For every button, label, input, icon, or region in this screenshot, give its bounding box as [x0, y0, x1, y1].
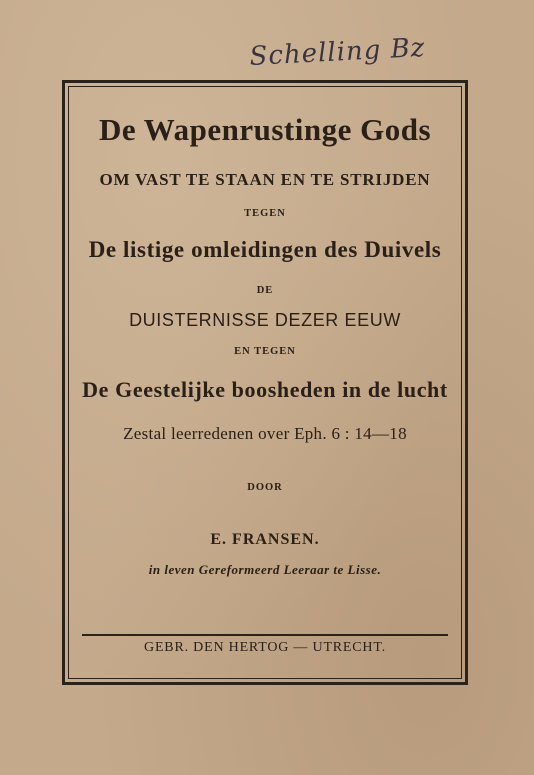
book-title: De Wapenrustinge Gods: [98, 112, 432, 147]
by-label: DOOR: [247, 482, 283, 493]
signature-text: Schelling Bz: [248, 32, 427, 73]
publisher-divider: [82, 634, 448, 636]
author-name: E. FRANSEN.: [210, 531, 320, 548]
title-line-2: De listige omleidingen des Duivels: [88, 237, 442, 262]
connector-de: DE: [256, 285, 274, 296]
connector-tegen: TEGEN: [244, 208, 286, 219]
connector-en-tegen: EN TEGEN: [234, 346, 296, 357]
subtitle: Zestal leerredenen over Eph. 6 : 14—18: [123, 424, 407, 443]
title-line-4: De Geestelijke boosheden in de lucht: [82, 377, 448, 402]
author-role: in leven Gereformeerd Leeraar te Lisse.: [148, 562, 382, 577]
title-line-3: DUISTERNISSE DEZER EEUW: [129, 310, 401, 330]
title-line-1: OM VAST TE STAAN EN TE STRIJDEN: [99, 170, 431, 189]
publisher-imprint: GEBR. DEN HERTOG — UTRECHT.: [144, 640, 386, 655]
